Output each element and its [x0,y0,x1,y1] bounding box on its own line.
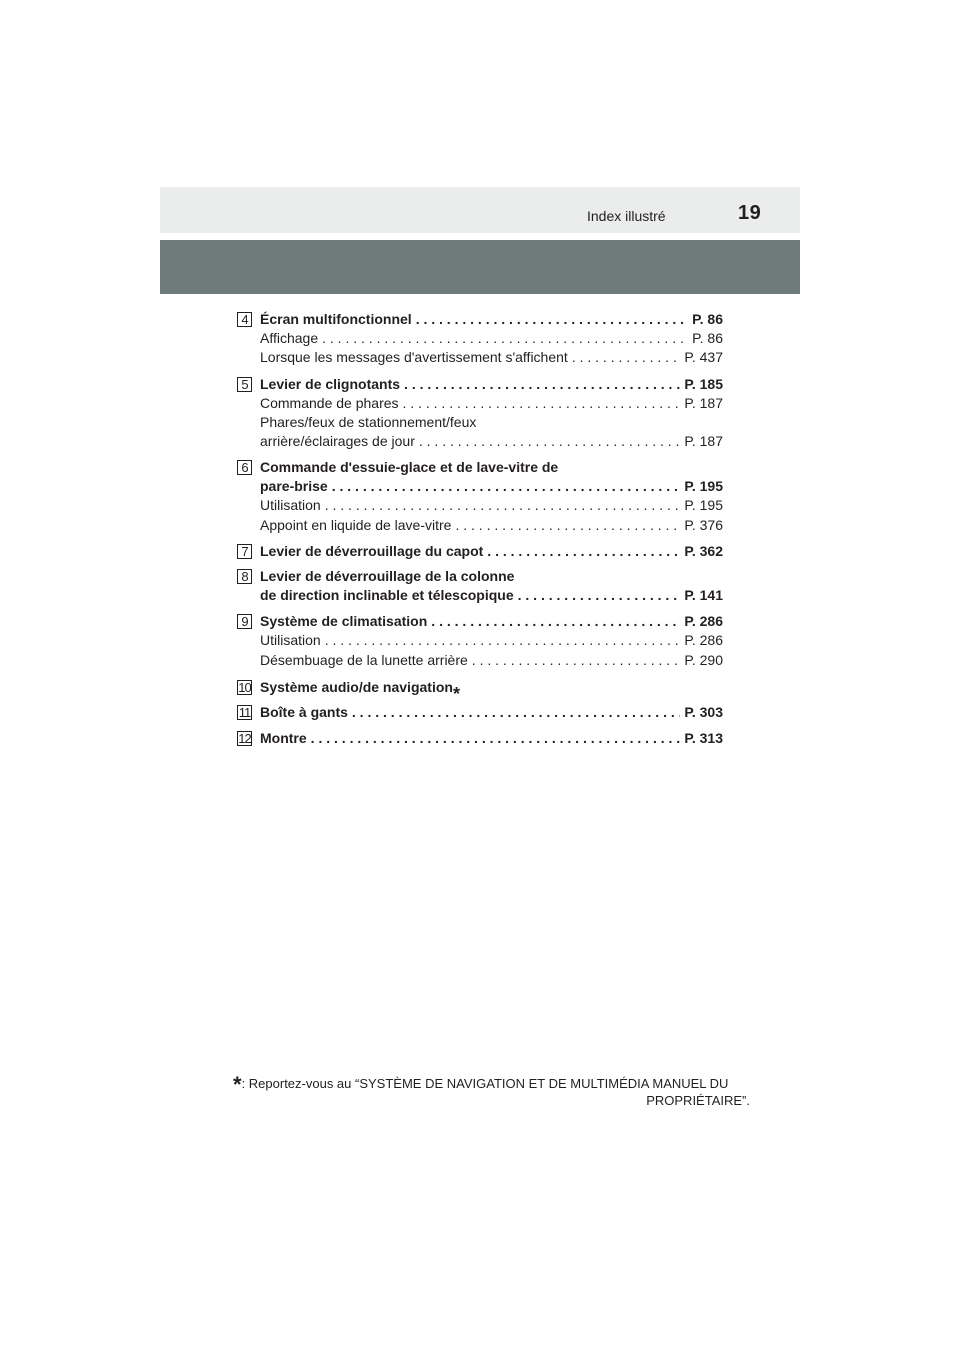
index-entry [260,310,723,328]
item-number-badge: 6 [237,460,252,475]
entry-label: Boîte à gants [260,704,348,720]
entry-label: Système de climatisation [260,613,428,629]
entry-label: Commande de phares [260,395,399,411]
page-reference: P. 185 [684,376,723,392]
page-reference: P. 86 [692,311,723,327]
page-reference: P. 376 [684,517,723,533]
index-entry [260,375,723,393]
page-reference: P. 290 [684,652,723,668]
section-title: Index illustré [587,208,666,224]
index-subentry [260,432,723,450]
page-reference: P. 437 [684,349,723,365]
item-number-badge: 5 [237,377,252,392]
entry-label: Levier de déverrouillage du capot [260,543,484,559]
entry-label: Système audio/de navigation [260,679,453,695]
dot-leader [321,496,681,514]
dot-leader [321,631,681,649]
dot-leader [348,703,680,721]
dot-leader [468,651,681,669]
page-reference: P. 286 [684,613,723,629]
dot-leader [307,729,681,747]
index-subentry [260,516,723,534]
entry-label: Utilisation [260,632,321,648]
item-number-badge: 8 [237,569,252,584]
entry-label: Désembuage de la lunette arrière [260,652,468,668]
index-subentry [260,394,723,412]
dot-leader [483,542,680,560]
page-reference: P. 195 [684,478,723,494]
index-subentry [260,329,723,347]
dot-leader [328,477,681,495]
dot-leader [412,310,688,328]
item-number-badge: 4 [237,312,252,327]
page-reference: P. 141 [684,587,723,603]
page-reference: P. 313 [684,730,723,746]
footnote-text-line2: PROPRIÉTAIRE”. [646,1093,750,1108]
index-entry [260,567,723,585]
entry-label: de direction inclinable et télescopique [260,587,514,603]
entry-label: Utilisation [260,497,321,513]
index-entry [260,477,723,495]
page-reference: P. 86 [692,330,723,346]
entry-label: Commande d'essuie-glace et de lave-vitre de [260,459,559,475]
entry-label: Montre [260,730,307,746]
index-entry [260,458,723,476]
index-subentry [260,413,723,431]
page-reference: P. 195 [684,497,723,513]
index-entry [260,729,723,747]
entry-label: Lorsque les messages d'avertissement s'affichent [260,349,568,365]
entry-label: arrière/éclairages de jour [260,433,415,449]
index-entry [260,586,723,604]
item-number-badge: 11 [238,705,251,720]
dot-leader [568,348,681,366]
page-reference: P. 286 [684,632,723,648]
dot-leader [514,586,681,604]
index-subentry [260,348,723,366]
page-reference: P. 362 [684,543,723,559]
entry-label: Phares/feux de stationnement/feux [260,414,477,430]
page-reference: P. 187 [684,395,723,411]
index-subentry [260,651,723,669]
index-entry: Système audio/de navigation * [260,679,460,696]
dot-leader [451,516,680,534]
footnote [233,1072,750,1109]
entry-label: Levier de clignotants [260,376,401,392]
index-subentry [260,496,723,514]
index-subentry [260,631,723,649]
dot-leader [399,394,681,412]
entry-label: Écran multifonctionnel [260,311,412,327]
index-entry [260,703,723,721]
header-band [160,187,800,233]
footnote-marker: * [233,1072,242,1097]
item-number-badge: 9 [237,614,252,629]
entry-label: Levier de déverrouillage de la colonne [260,568,515,584]
item-number-badge: 10 [238,680,251,695]
page-reference: P. 187 [684,433,723,449]
item-number-badge: 7 [237,544,252,559]
item-number-badge: 12 [238,731,251,746]
dot-leader [400,375,680,393]
entry-label: pare-brise [260,478,328,494]
footnote-text-line1: : Reportez-vous au “SYSTÈME DE NAVIGATION ET DE MULTIMÉDIA MANUEL DU [241,1076,729,1091]
page-number: 19 [738,202,762,224]
dot-leader [415,432,680,450]
entry-label: Affichage [260,330,319,346]
index-entry [260,542,723,560]
section-banner [160,240,800,294]
dot-leader [318,329,688,347]
dot-leader [427,612,680,630]
index-entry [260,612,723,630]
page-reference: P. 303 [684,704,723,720]
entry-label: Appoint en liquide de lave-vitre [260,517,452,533]
